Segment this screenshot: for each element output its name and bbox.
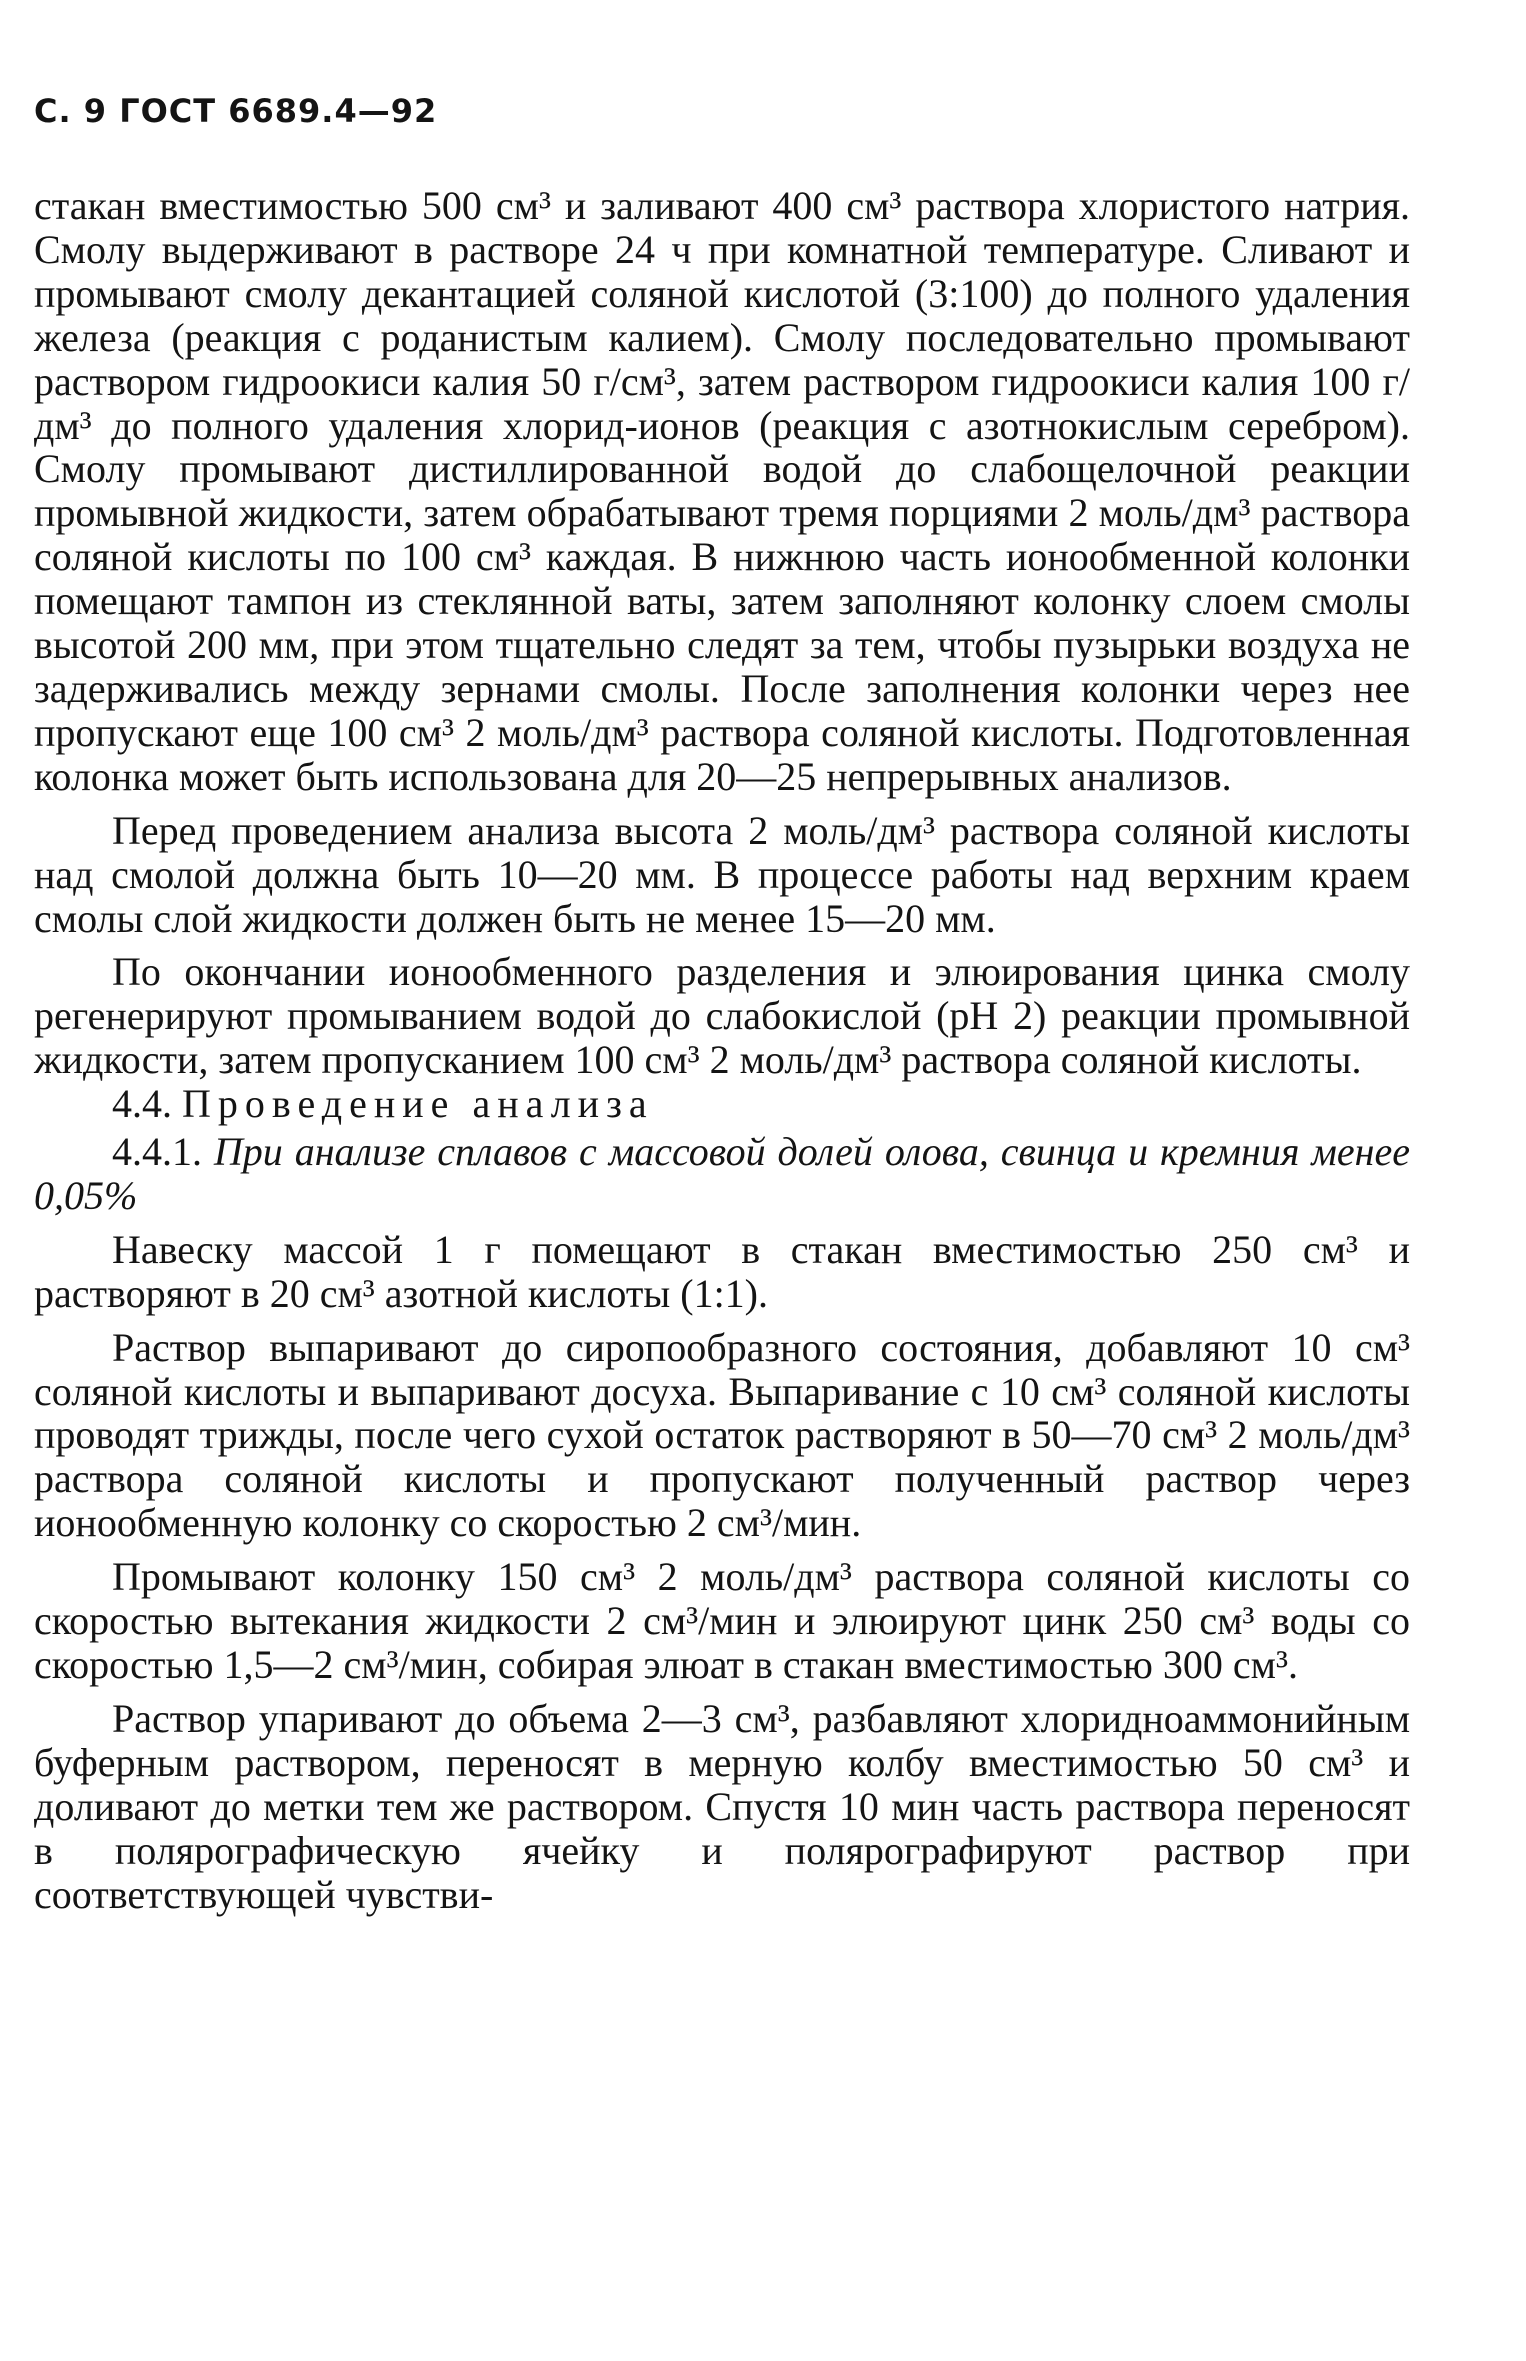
section-heading [34,1082,1410,1126]
paragraph-evaporation: Раствор выпаривают до сиропообразного состояния, добавляют 10 см³ соляной кислоты и выпаривают досуха. Выпаривание с 10 см³ соляной кислоты проводят трижды, после чего сухой остаток растворяют в 50—70 см³ 2 моль/дм³ раствора соляной кислоты и пропускают полученный раствор через ионообменную колонку со скоростью 2 см³/мин. [34,1324,1410,1546]
paragraph-resin-preparation: стакан вместимостью 500 см³ и заливают 400 см³ раствора хлористого натрия. Смолу выдерживают в растворе 24 ч при комнатной температуре. Сливают и промывают смолу декантацией соляной кислотой (3:100) до полного удаления железа (реакция с роданистым калием). Смолу последовательно промывают раствором гидроокиси калия 50 г/см³, затем раствором гидроокиси калия 100 г/дм³ до полного удаления хлорид-ионов (реакция с азотнокислым серебром). Смолу промывают дистиллированной водой до слабощелочной реакции промывной жидкости, затем обрабатывают тремя порциями 2 моль/дм³ раствора соляной кислоты по 100 см³ каждая. В нижнюю часть ионообменной колонки помещают тампон из стеклянной ваты, затем заполняют колонку слоем смолы высотой 200 мм, при этом тщательно следят за тем, чтобы пузырьки воздуха не задерживались между зернами смолы. После заполнения колонки через нее пропускают еще 100 см³ 2 моль/дм³ раствора соляной кислоты. Подготовленная колонка может быть использована для 20—25 непрерывных анализов. [34,183,1410,799]
page-header: С. 9 ГОСТ 6689.4—92 [34,92,438,130]
paragraph-polarography: Раствор упаривают до объема 2—3 см³, разбавляют хлоридноаммонийным буферным раствором, переносят в мерную колбу вместимостью 50 см³ и доливают до метки тем же раствором. Спустя 10 мин часть раствора переносят в полярографическую ячейку и полярографируют раствор при соответствующей чувстви- [34,1695,1410,1917]
section-title: Проведение анализа [182,1081,654,1127]
paragraph-sample-weighing: Навеску массой 1 г помещают в стакан вместимостью 250 см³ и растворяют в 20 см³ азотной кислоты (1:1). [34,1226,1410,1316]
paragraph-solution-level: Перед проведением анализа высота 2 моль/дм³ раствора соляной кислоты над смолой должна быть 10—20 мм. В процессе работы над верхним краем смолы слой жидкости должен быть не менее 15—20 мм. [34,807,1410,941]
paragraph-regeneration: По окончании ионообменного разделения и элюирования цинка смолу регенерируют промыванием водой до слабокислой (pH 2) реакции промывной жидкости, затем пропусканием 100 см³ 2 моль/дм³ раствора соляной кислоты. [34,949,1410,1083]
paragraph-column-washing: Промывают колонку 150 см³ 2 моль/дм³ раствора соляной кислоты со скоростью вытекания жидкости 2 см³/мин и элюируют цинк 250 см³ воды со скоростью 1,5—2 см³/мин, собирая элюат в стакан вместимостью 300 см³. [34,1554,1410,1687]
document-body [34,184,1410,1916]
section-number: 4.4. [112,1081,172,1127]
subsection-number: 4.4.1. [112,1129,202,1175]
document-page [34,0,1410,2361]
subsection-title: При анализе сплавов с массовой долей олова, свинца и кремния менее 0,05% [34,1129,1411,1218]
subsection-heading [34,1130,1410,1218]
